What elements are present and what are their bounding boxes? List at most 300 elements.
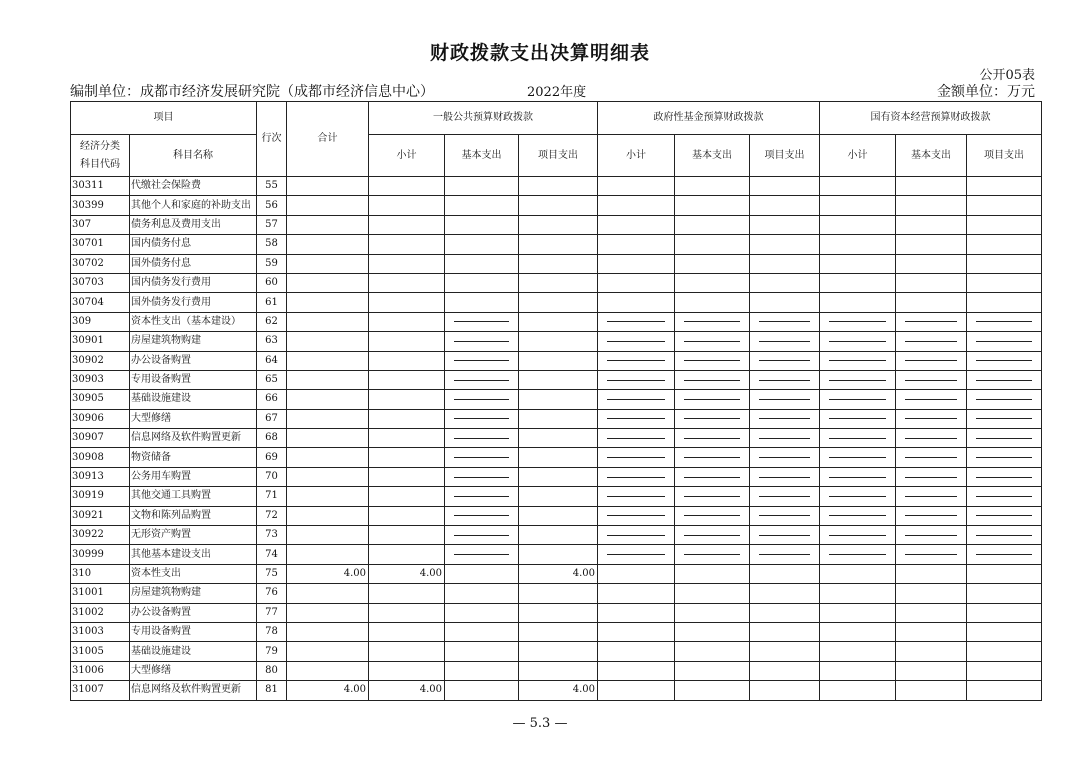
row-number-cell: 65: [257, 370, 287, 389]
not-applicable-cell: [750, 506, 820, 525]
dash-mark: [684, 496, 740, 497]
subject-name-cell: 办公设备购置: [130, 603, 257, 622]
not-applicable-cell: [820, 370, 896, 389]
row-number-cell: 70: [257, 467, 287, 486]
row-number-cell: 75: [257, 564, 287, 583]
amount-cell: [967, 681, 1042, 700]
dash-mark: [684, 457, 740, 458]
amount-cell: 4.00: [519, 564, 598, 583]
dash-mark: [454, 399, 509, 400]
subject-name-cell: 房屋建筑物购建: [130, 332, 257, 351]
amount-cell: [750, 642, 820, 661]
not-applicable-cell: [675, 370, 750, 389]
subject-name-cell: 房屋建筑物购建: [130, 584, 257, 603]
subject-name-cell: 其他个人和家庭的补助支出: [130, 196, 257, 215]
amount-cell: [445, 681, 519, 700]
dash-mark: [607, 380, 665, 381]
dash-mark: [976, 380, 1032, 381]
row-number-cell: 76: [257, 584, 287, 603]
table-row: [71, 196, 1042, 215]
header-state-capital: 国有资本经营预算财政拨款: [820, 102, 1042, 135]
not-applicable-cell: [750, 545, 820, 564]
header-code-cell: [71, 135, 130, 177]
header-subject-name: 科目名称: [130, 135, 257, 177]
amount-cell: [287, 273, 369, 292]
not-applicable-cell: [598, 526, 675, 545]
row-number-cell: 64: [257, 351, 287, 370]
not-applicable-cell: [896, 487, 967, 506]
amount-cell: [519, 545, 598, 564]
dash-mark: [976, 535, 1032, 536]
amount-cell: [896, 196, 967, 215]
not-applicable-cell: [598, 487, 675, 506]
amount-cell: [369, 506, 445, 525]
dash-mark: [454, 496, 509, 497]
amount-cell: [369, 390, 445, 409]
amount-cell: 4.00: [369, 681, 445, 700]
dash-mark: [607, 457, 665, 458]
table-row: [71, 487, 1042, 506]
amount-cell: [519, 526, 598, 545]
dash-mark: [684, 341, 740, 342]
amount-cell: [369, 254, 445, 273]
header-gov-fund: 政府性基金预算财政拨款: [598, 102, 820, 135]
subject-code-cell: 30399: [71, 196, 130, 215]
subject-code-cell: 30913: [71, 467, 130, 486]
subject-name-cell: 文物和陈列品购置: [130, 506, 257, 525]
amount-cell: [369, 215, 445, 234]
amount-cell: [675, 293, 750, 312]
subject-code-cell: 30701: [71, 235, 130, 254]
dash-mark: [905, 399, 957, 400]
amount-cell: [967, 177, 1042, 196]
not-applicable-cell: [598, 312, 675, 331]
not-applicable-cell: [750, 409, 820, 428]
row-number-cell: 77: [257, 603, 287, 622]
dash-mark: [454, 515, 509, 516]
not-applicable-cell: [820, 487, 896, 506]
amount-cell: [287, 545, 369, 564]
dash-mark: [905, 360, 957, 361]
dash-mark: [829, 554, 886, 555]
amount-cell: [598, 293, 675, 312]
amount-cell: [675, 235, 750, 254]
dash-mark: [454, 554, 509, 555]
amount-cell: [519, 584, 598, 603]
dash-mark: [454, 438, 509, 439]
amount-cell: [287, 254, 369, 273]
amount-cell: [519, 429, 598, 448]
dash-mark: [759, 380, 810, 381]
not-applicable-cell: [750, 351, 820, 370]
not-applicable-cell: [675, 545, 750, 564]
dash-mark: [829, 496, 886, 497]
not-applicable-cell: [967, 312, 1042, 331]
amount-cell: [369, 312, 445, 331]
not-applicable-cell: [896, 409, 967, 428]
amount-cell: [896, 681, 967, 700]
subject-code-cell: 30901: [71, 332, 130, 351]
row-number-cell: 55: [257, 177, 287, 196]
header-capital-subtotal: 小计: [820, 135, 896, 177]
amount-cell: [369, 642, 445, 661]
amount-cell: [287, 506, 369, 525]
amount-cell: [598, 196, 675, 215]
header-fund-basic: 基本支出: [675, 135, 750, 177]
amount-cell: [369, 467, 445, 486]
amount-cell: [519, 196, 598, 215]
dash-mark: [607, 535, 665, 536]
not-applicable-cell: [445, 351, 519, 370]
dash-mark: [684, 477, 740, 478]
amount-cell: [519, 177, 598, 196]
table-row: [71, 622, 1042, 641]
subject-code-cell: 30703: [71, 273, 130, 292]
amount-cell: [369, 196, 445, 215]
dash-mark: [829, 321, 886, 322]
dash-mark: [759, 321, 810, 322]
amount-cell: [967, 642, 1042, 661]
table-row: [71, 312, 1042, 331]
amount-cell: [519, 273, 598, 292]
amount-cell: [967, 254, 1042, 273]
amount-cell: [287, 351, 369, 370]
amount-cell: [287, 429, 369, 448]
amount-cell: [598, 177, 675, 196]
subject-code-cell: 30903: [71, 370, 130, 389]
not-applicable-cell: [675, 429, 750, 448]
header-capital-basic: 基本支出: [896, 135, 967, 177]
dash-mark: [905, 496, 957, 497]
amount-cell: [820, 584, 896, 603]
amount-cell: [519, 370, 598, 389]
amount-cell: [519, 409, 598, 428]
amount-cell: [287, 332, 369, 351]
not-applicable-cell: [967, 429, 1042, 448]
not-applicable-cell: [598, 370, 675, 389]
dash-mark: [684, 438, 740, 439]
dash-mark: [829, 360, 886, 361]
row-number-cell: 68: [257, 429, 287, 448]
dash-mark: [829, 380, 886, 381]
amount-cell: [445, 254, 519, 273]
amount-cell: [445, 661, 519, 680]
not-applicable-cell: [750, 487, 820, 506]
not-applicable-cell: [445, 526, 519, 545]
not-applicable-cell: [445, 409, 519, 428]
dash-mark: [684, 554, 740, 555]
amount-cell: [445, 293, 519, 312]
amount-cell: [675, 642, 750, 661]
not-applicable-cell: [967, 409, 1042, 428]
amount-cell: [675, 584, 750, 603]
amount-cell: [820, 681, 896, 700]
amount-cell: [967, 196, 1042, 215]
row-number-cell: 56: [257, 196, 287, 215]
dash-mark: [684, 515, 740, 516]
amount-cell: [519, 215, 598, 234]
amount-cell: [896, 293, 967, 312]
dash-mark: [976, 341, 1032, 342]
subject-name-cell: 国内债务发行费用: [130, 273, 257, 292]
amount-cell: [519, 332, 598, 351]
amount-cell: [519, 235, 598, 254]
amount-cell: [287, 390, 369, 409]
amount-cell: [896, 273, 967, 292]
amount-cell: [369, 584, 445, 603]
amount-cell: [820, 564, 896, 583]
header-row-no: 行次: [257, 102, 287, 177]
subject-code-cell: 31003: [71, 622, 130, 641]
amount-cell: [675, 215, 750, 234]
not-applicable-cell: [750, 467, 820, 486]
amount-cell: [896, 215, 967, 234]
dash-mark: [976, 477, 1032, 478]
not-applicable-cell: [967, 467, 1042, 486]
amount-cell: [369, 293, 445, 312]
amount-cell: [519, 603, 598, 622]
dash-mark: [976, 515, 1032, 516]
table-row: [71, 409, 1042, 428]
dash-mark: [684, 380, 740, 381]
table-row: [71, 177, 1042, 196]
dash-mark: [607, 438, 665, 439]
form-code: 公开05表: [979, 68, 1035, 83]
amount-cell: [519, 254, 598, 273]
subject-name-cell: 代缴社会保险费: [130, 177, 257, 196]
table-row: [71, 293, 1042, 312]
amount-cell: [598, 661, 675, 680]
header-capital-project: 项目支出: [967, 135, 1042, 177]
table-row: [71, 370, 1042, 389]
dash-mark: [607, 496, 665, 497]
dash-mark: [829, 535, 886, 536]
amount-cell: [369, 332, 445, 351]
header-general-subtotal: 小计: [369, 135, 445, 177]
amount-cell: [598, 254, 675, 273]
amount-cell: [598, 215, 675, 234]
amount-cell: [675, 196, 750, 215]
dash-mark: [759, 554, 810, 555]
subject-code-cell: 30921: [71, 506, 130, 525]
dash-mark: [607, 360, 665, 361]
amount-cell: [369, 448, 445, 467]
table-row: [71, 467, 1042, 486]
not-applicable-cell: [896, 312, 967, 331]
row-number-cell: 80: [257, 661, 287, 680]
not-applicable-cell: [598, 332, 675, 351]
amount-cell: [369, 429, 445, 448]
subject-code-cell: 30907: [71, 429, 130, 448]
amount-cell: [820, 622, 896, 641]
dash-mark: [684, 360, 740, 361]
header-general-project: 项目支出: [519, 135, 598, 177]
amount-cell: [519, 351, 598, 370]
amount-cell: [750, 254, 820, 273]
row-number-cell: 61: [257, 293, 287, 312]
not-applicable-cell: [820, 506, 896, 525]
amount-cell: [967, 273, 1042, 292]
amount-cell: [445, 235, 519, 254]
amount-cell: [287, 235, 369, 254]
dash-mark: [905, 477, 957, 478]
subject-code-cell: 31005: [71, 642, 130, 661]
page-title: 财政拨款支出决算明细表: [429, 42, 650, 64]
amount-cell: [369, 622, 445, 641]
row-number-cell: 71: [257, 487, 287, 506]
amount-cell: [820, 293, 896, 312]
amount-cell: [675, 177, 750, 196]
subject-name-cell: 基础设施建设: [130, 390, 257, 409]
amount-cell: [598, 235, 675, 254]
row-number-cell: 79: [257, 642, 287, 661]
amount-cell: [519, 390, 598, 409]
not-applicable-cell: [967, 506, 1042, 525]
amount-cell: [369, 177, 445, 196]
amount-cell: [967, 293, 1042, 312]
amount-cell: [369, 370, 445, 389]
table-row: [71, 564, 1042, 583]
subject-name-cell: 办公设备购置: [130, 351, 257, 370]
header-fund-subtotal: 小计: [598, 135, 675, 177]
dash-mark: [684, 418, 740, 419]
not-applicable-cell: [445, 467, 519, 486]
amount-cell: 4.00: [519, 681, 598, 700]
header-item: 项目: [71, 102, 257, 135]
dash-mark: [454, 457, 509, 458]
not-applicable-cell: [896, 467, 967, 486]
not-applicable-cell: [750, 526, 820, 545]
amount-cell: [896, 584, 967, 603]
not-applicable-cell: [820, 332, 896, 351]
fiscal-year: 2022年度: [527, 85, 587, 100]
table-row: [71, 603, 1042, 622]
amount-cell: [598, 642, 675, 661]
dash-mark: [454, 535, 509, 536]
subject-name-cell: 专用设备购置: [130, 370, 257, 389]
amount-cell: [967, 661, 1042, 680]
row-number-cell: 73: [257, 526, 287, 545]
not-applicable-cell: [820, 390, 896, 409]
amount-cell: [967, 564, 1042, 583]
not-applicable-cell: [750, 332, 820, 351]
amount-cell: [598, 603, 675, 622]
subject-name-cell: 其他交通工具购置: [130, 487, 257, 506]
table-row: [71, 681, 1042, 700]
amount-cell: [287, 467, 369, 486]
amount-cell: [750, 196, 820, 215]
not-applicable-cell: [675, 312, 750, 331]
amount-cell: [445, 642, 519, 661]
not-applicable-cell: [445, 370, 519, 389]
not-applicable-cell: [598, 448, 675, 467]
amount-cell: [967, 235, 1042, 254]
dash-mark: [829, 418, 886, 419]
dash-mark: [829, 477, 886, 478]
dash-mark: [454, 321, 509, 322]
amount-cell: [519, 312, 598, 331]
row-number-cell: 60: [257, 273, 287, 292]
table-row: [71, 254, 1042, 273]
subject-name-cell: 专用设备购置: [130, 622, 257, 641]
amount-cell: [598, 564, 675, 583]
amount-cell: [896, 235, 967, 254]
subject-code-cell: 30902: [71, 351, 130, 370]
not-applicable-cell: [445, 390, 519, 409]
amount-cell: [967, 622, 1042, 641]
row-number-cell: 58: [257, 235, 287, 254]
amount-cell: [896, 661, 967, 680]
table-row: [71, 526, 1042, 545]
not-applicable-cell: [750, 390, 820, 409]
amount-cell: [820, 661, 896, 680]
not-applicable-cell: [750, 312, 820, 331]
amount-cell: [750, 603, 820, 622]
header-fund-project: 项目支出: [750, 135, 820, 177]
amount-cell: [519, 506, 598, 525]
amount-cell: [287, 370, 369, 389]
not-applicable-cell: [896, 545, 967, 564]
amount-cell: [369, 603, 445, 622]
dash-mark: [829, 438, 886, 439]
not-applicable-cell: [675, 526, 750, 545]
amount-cell: [369, 351, 445, 370]
not-applicable-cell: [820, 448, 896, 467]
not-applicable-cell: [967, 390, 1042, 409]
amount-cell: [519, 642, 598, 661]
subject-name-cell: 信息网络及软件购置更新: [130, 681, 257, 700]
subject-name-cell: 资本性支出（基本建设）: [130, 312, 257, 331]
subject-name-cell: 资本性支出: [130, 564, 257, 583]
row-number-cell: 57: [257, 215, 287, 234]
not-applicable-cell: [445, 332, 519, 351]
table-row: [71, 215, 1042, 234]
dash-mark: [905, 457, 957, 458]
not-applicable-cell: [896, 390, 967, 409]
amount-cell: [287, 642, 369, 661]
dash-mark: [905, 380, 957, 381]
not-applicable-cell: [967, 370, 1042, 389]
dash-mark: [759, 535, 810, 536]
not-applicable-cell: [896, 448, 967, 467]
table-row: [71, 351, 1042, 370]
subject-name-cell: 物资储备: [130, 448, 257, 467]
subject-name-cell: 无形资产购置: [130, 526, 257, 545]
dash-mark: [454, 418, 509, 419]
not-applicable-cell: [750, 448, 820, 467]
page-number: — 5.3 —: [512, 716, 568, 731]
amount-cell: [445, 584, 519, 603]
amount-cell: [287, 487, 369, 506]
row-number-cell: 74: [257, 545, 287, 564]
subject-code-cell: 30922: [71, 526, 130, 545]
table-row: [71, 584, 1042, 603]
amount-cell: [287, 603, 369, 622]
amount-cell: [369, 273, 445, 292]
not-applicable-cell: [820, 467, 896, 486]
amount-cell: [519, 487, 598, 506]
header-econ-class: 经济分类: [80, 140, 120, 152]
subject-name-cell: 国内债务付息: [130, 235, 257, 254]
row-number-cell: 69: [257, 448, 287, 467]
dash-mark: [759, 457, 810, 458]
table-row: [71, 448, 1042, 467]
amount-cell: [519, 622, 598, 641]
amount-cell: [750, 564, 820, 583]
amount-cell: [445, 622, 519, 641]
amount-cell: [820, 215, 896, 234]
dash-mark: [976, 438, 1032, 439]
